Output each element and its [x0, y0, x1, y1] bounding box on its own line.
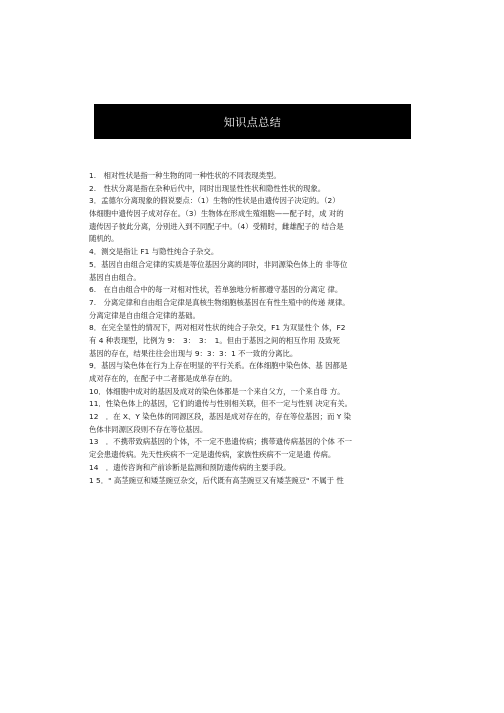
text-line: 14 ．遗传咨询和产前诊断是监测和预防遗传病的主要手段。 — [89, 462, 291, 472]
text-line: 4．测交是指让 F1 与隐性纯合子杂交。 — [89, 247, 219, 257]
text-line: 10．体细胞中成对的基因及成对的染色体都是一个来自父方，一个来自母 方。 — [89, 386, 345, 396]
text-line: 色体非同源区段则不存在等位基因。 — [89, 424, 208, 434]
knowledge-points — [89, 170, 423, 487]
text-line: 成对存在的，在配子中二者都是成单存在的。 — [89, 374, 237, 383]
text-line: 体细胞中遗传因子成对存在。（3）生物体在形成生殖细胞——配子时，成 对的 — [89, 209, 344, 219]
text-line: 11．性染色体上的基因，它们的遗传与性别相关联，但不一定与性别 决定有关。 — [89, 399, 353, 409]
text-line: 12 ．在 X、Y 染色体的同源区段，基因是成对存在的，存在等位基因；而 Y 染 — [89, 412, 352, 422]
text-line: 7. 分离定律和自由组合定律是真核生物细胞核基因在有性生殖中的传递 规律。 — [89, 297, 350, 307]
text-line: 分离定律是自由组合定律的基础。 — [89, 310, 200, 320]
page-title: 知识点总结 — [223, 115, 282, 129]
text-line: 2. 性状分离是指在杂种后代中，同时出现显性性状和隐性性状的现象。 — [89, 183, 326, 193]
text-line: 1 5．" 高茎豌豆和矮茎豌豆杂交，后代既有高茎豌豆又有矮茎豌豆" 不属于 性 — [89, 475, 344, 485]
text-line: 基因的存在，结果往往会出现与 9：3：3：1 不一致的分离比。 — [89, 348, 298, 358]
text-line: 基因自由组合。 — [89, 272, 141, 282]
title-banner — [94, 104, 411, 139]
text-line: 有 4 种表现型，比例为 9： 3： 3： 1。但由于基因之间的相互作用 及致死 — [89, 335, 340, 345]
text-line: 随机的。 — [89, 234, 119, 244]
text-line: 遗传因子彼此分离，分别进入到不同配子中。（4）受精时，雌雄配子的 结合是 — [89, 221, 344, 231]
text-line: 6. 在自由组合中的每一对相对性状，若单独地分析都遵守基因的分离定 律。 — [89, 285, 343, 295]
text-line: 定会患遗传病。先天性疾病不一定是遗传病，家族性疾病不一定是遗 传病。 — [89, 450, 336, 460]
text-line: 1. 相对性状是指一种生物的同一种性状的不同表现类型。 — [89, 171, 281, 180]
text-line: 5．基因自由组合定律的实质是等位基因分离的同时，非同源染色体上的 非等位 — [89, 259, 348, 269]
text-line: 8．在完全显性的情况下，两对相对性状的纯合子杂交，F1 为双显性个 体，F2 — [89, 323, 346, 333]
text-line: 3．孟德尔分离现象的假说要点：（1）生物的性状是由遗传因子决定的。（2） — [89, 196, 340, 206]
text-line: 13 ．不携带致病基因的个体，不一定不患遗传病；携带遗传病基因的个体 不一 — [89, 437, 353, 447]
text-line: 9．基因与染色体在行为上存在明显的平行关系。在体细胞中染色体、基 因都是 — [89, 361, 348, 371]
